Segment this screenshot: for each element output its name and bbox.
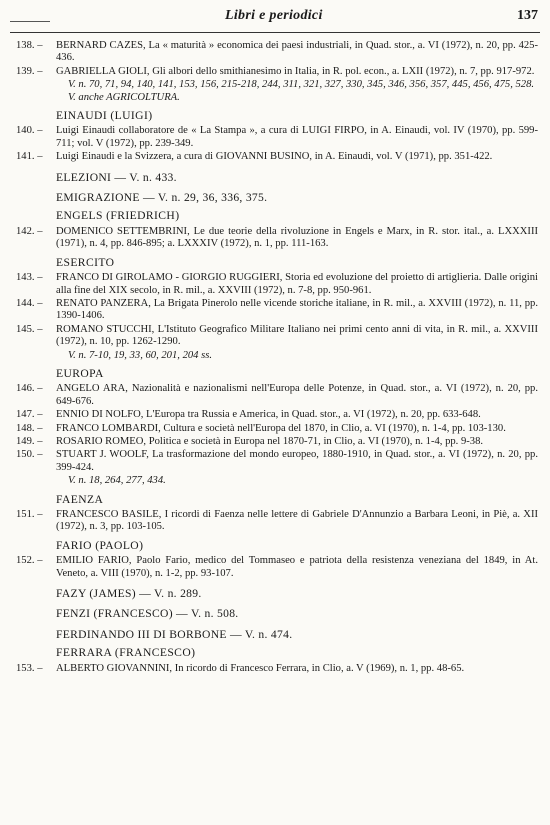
bibliography-entry (0, 226, 550, 251)
section-heading: FARIO (PAOLO) (56, 538, 144, 552)
entry-citation: BERNARD CAZES, La « maturità » economica dei paesi industriali, in Quad. stor., a. VI (1972), n. 20, pp. 425-436. (56, 40, 538, 64)
bibliography-entry (0, 40, 550, 65)
entry-citation: ALBERTO GIOVANNINI, In ricordo di Francesco Ferrara, in Clio, a. V (1969), n. 1, pp. 48-65. (56, 662, 465, 674)
entry-citation: ANGELO ARA, Nazionalità e nazionalismi nell'Europa delle Potenze, in Quad. stor., a. VI (1972), n. 20, pp. 649-676. (56, 383, 538, 407)
bibliography-entry (0, 436, 550, 448)
section-heading: EINAUDI (LUIGI) (56, 109, 153, 123)
entry-citation: Luigi Einaudi e la Svizzera, a cura di GIOVANNI BUSINO, in A. Einaudi, vol. V (1971), pp. 351-422. (56, 151, 493, 163)
entry-citation: EMILIO FARIO, Paolo Fario, medico del Tommaseo e patriota della resistenza veneziana del 1849, in At. Veneto, a. VIII (1970), n. 1-2, pp. 93-107. (56, 555, 538, 579)
entry-number: 143. – (16, 272, 43, 284)
entry-number: 144. – (16, 297, 43, 309)
entry-number: 141. – (16, 151, 43, 163)
cross-reference: FERDINANDO III DI BORBONE — V. n. 474. (56, 627, 293, 641)
entry-number: 147. – (16, 409, 43, 421)
bibliography-entry (0, 663, 550, 675)
entry-number: 151. – (16, 509, 43, 520)
entry-citation: ROSARIO ROMEO, Politica e società in Europa nel 1870-71, in Clio, a. VI (1970), n. 1-4, pp. 9-38. (56, 435, 484, 447)
see-also-note: V. n. 18, 264, 277, 434. (68, 475, 166, 487)
cross-reference: FAZY (JAMES) — V. n. 289. (56, 587, 202, 601)
page-number: 137 (517, 8, 538, 23)
bibliography-entry (0, 66, 550, 78)
header-ornament-rule (10, 21, 50, 22)
cross-reference: FENZI (FRANCESCO) — V. n. 508. (56, 607, 239, 621)
entry-number: 150. – (16, 449, 43, 461)
entry-citation: FRANCO DI GIROLAMO - GIORGIO RUGGIERI, Storia ed evoluzione del proietto di artiglieria. Dalle origini alla fine del XIX secolo, in R. mil., a. XXVIII (1972), n. 7-8, pp. 950-961. (56, 272, 538, 296)
entry-citation: ROMANO STUCCHI, L'Istituto Geografico Militare Italiano nei primi cento anni di vita, in R. mil., a. XXVIII (1972), n. 10, pp. 1262-1290. (56, 323, 538, 348)
bibliography-entry (0, 298, 550, 323)
bibliography-entry (0, 509, 550, 534)
section-heading: ESERCITO (56, 255, 115, 269)
bibliography-entry (0, 272, 550, 297)
entry-number: 140. – (16, 125, 43, 137)
entry-number: 148. – (16, 422, 43, 434)
bibliography-entry (0, 324, 550, 349)
bibliography-entry (0, 423, 550, 435)
entry-citation: FRANCESCO BASILE, I ricordi di Faenza nelle lettere di Gabriele D'Annunzio a Barbara Leoni, in Piè, a. XII (1972), n. 3, pp. 103-105. (56, 509, 538, 533)
header-rule (10, 32, 540, 33)
entry-number: 149. – (16, 435, 43, 447)
entry-citation: STUART J. WOOLF, La trasformazione del mondo europeo, 1880-1910, in Quad. stor., a. VI (1972), n. 20, pp. 399-424. (56, 449, 538, 473)
running-header (0, 6, 550, 32)
entry-citation: Luigi Einaudi collaboratore de « La Stampa », a cura di LUIGI FIRPO, in A. Einaudi, vol. IV (1970), pp. 599-711; vol. V (1972), pp. 239-349. (56, 125, 538, 149)
bibliography-entry (0, 125, 550, 150)
entry-number: 139. – (16, 65, 43, 77)
cross-reference: ELEZIONI — V. n. 433. (56, 170, 177, 184)
bibliography-entry (0, 409, 550, 421)
see-also-note: V. n. 70, 71, 94, 140, 141, 153, 156, 215-218, 244, 311, 321, 327, 330, 345, 346, 356, 357, 445, 456, 475, 528. V. anche AGRICOLTURA. (68, 79, 535, 103)
entry-number: 146. – (16, 383, 43, 395)
entry-citation: DOMENICO SETTEMBRINI, Le due teorie della rivoluzione in Engels e Marx, in R. stor. ital., a. LXXXIII (1971), n. 4, pp. 846-895; a. LXXXIV (1972), n. 1, pp. 111-163. (56, 225, 538, 250)
bibliography-entry (0, 555, 550, 580)
section-heading: ENGELS (FRIEDRICH) (56, 209, 180, 223)
entry-number: 145. – (16, 323, 43, 335)
section-heading: FAENZA (56, 492, 104, 506)
section-heading: EUROPA (56, 366, 104, 380)
entry-citation: ENNIO DI NOLFO, L'Europa tra Russia e America, in Quad. stor., a. VI (1972), n. 20, pp. 633-648. (56, 409, 481, 421)
see-also-note: V. n. 7-10, 19, 33, 60, 201, 204 ss. (68, 349, 213, 361)
bibliography-entry (0, 449, 550, 474)
entry-number: 152. – (16, 555, 43, 567)
entry-citation: GABRIELLA GIOLI, Gli albori dello smithianesimo in Italia, in R. pol. econ., a. LXII (1972), n. 7, pp. 917-972. (56, 65, 535, 77)
entry-number: 142. – (16, 225, 43, 237)
entry-number: 153. – (16, 662, 43, 674)
bibliography-entry (0, 151, 550, 163)
bibliography-list (0, 40, 550, 676)
cross-reference: EMIGRAZIONE — V. n. 29, 36, 336, 375. (56, 191, 268, 205)
entry-citation: FRANCO LOMBARDI, Cultura e società nell'Europa del 1870, in Clio, a. VI (1970), n. 1-4, pp. 103-130. (56, 422, 506, 434)
bibliography-entry (0, 383, 550, 408)
section-heading: FERRARA (FRANCESCO) (56, 646, 196, 660)
entry-number: 138. – (16, 40, 43, 51)
header-title: Libri e periodici (225, 8, 323, 23)
entry-citation: RENATO PANZERA, La Brigata Pinerolo nelle vicende storiche italiane, in R. mil., a. XXVIII (1972), n. 11, pp. 1390-1406. (56, 297, 538, 322)
